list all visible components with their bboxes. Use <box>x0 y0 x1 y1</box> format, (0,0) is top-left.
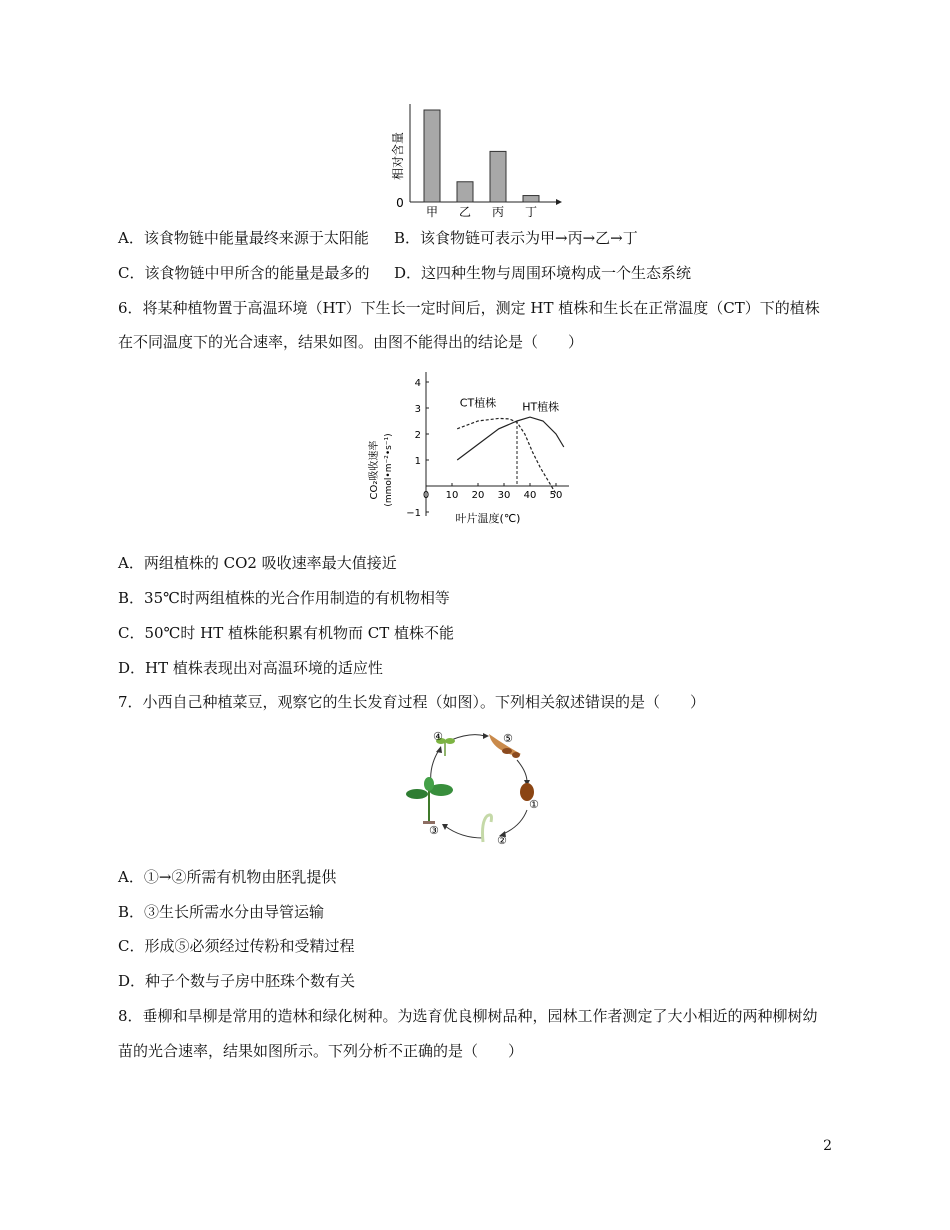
q6-option-b[interactable]: B．35℃时两组植株的光合作用制造的有机物相等 <box>118 589 450 607</box>
line-chart-xlabel: 叶片温度(℃) <box>455 512 521 525</box>
q7-option-b[interactable]: B．③生长所需水分由导管运输 <box>118 903 325 921</box>
cycle-arrow-2-3 <box>445 826 483 838</box>
q5-option-a[interactable]: A．该食物链中能量最终来源于太阳能 <box>118 229 369 247</box>
bar-2 <box>457 182 473 202</box>
bar-chart <box>388 100 578 225</box>
line-chart-ylabel-unit: (mmol•m⁻²•s⁻¹) <box>384 433 394 507</box>
stage-label-3: ③ <box>429 824 439 837</box>
bean-lifecycle-figure <box>403 726 553 848</box>
stage-label-2: ② <box>497 834 507 847</box>
bar-3 <box>490 151 506 202</box>
ht-series-label: HT植株 <box>522 400 560 414</box>
q5-option-c[interactable]: C．该食物链中甲所含的能量是最多的 <box>118 264 370 282</box>
bar-category-label: 甲 <box>425 205 439 219</box>
cycle-arrow-4-5 <box>451 735 485 740</box>
q5-options-row-1 <box>118 228 638 248</box>
q7-option-a[interactable]: A．①→②所需有机物由胚乳提供 <box>118 868 337 886</box>
lc-x-tick-label: 40 <box>523 490 537 501</box>
ct-series-label: CT植株 <box>459 396 497 410</box>
q6-option-c[interactable]: C．50℃时 HT 植株能积累有机物而 CT 植株不能 <box>118 624 454 642</box>
ct-series-line <box>457 418 556 493</box>
q6-option-a[interactable]: A．两组植株的 CO2 吸收速率最大值接近 <box>118 554 397 572</box>
bar-category-label: 乙 <box>458 205 472 219</box>
bar-4 <box>523 196 539 202</box>
lc-x-tick-label: 50 <box>549 490 563 501</box>
lc-y-tick-label: 4 <box>414 378 421 389</box>
q5-options-row-2 <box>118 263 692 283</box>
stage-label-1: ① <box>529 798 539 811</box>
bar-x-arrow <box>556 199 562 205</box>
stage-2-sprout <box>483 815 492 842</box>
bar-category-label: 丙 <box>491 205 505 219</box>
q8-stem-line-1: 8．垂柳和旱柳是常用的造林和绿化树种。为选育优良柳树品种，园林工作者测定了大小相近的两种柳树幼 <box>118 1007 818 1025</box>
lc-x-tick-label: 30 <box>497 490 511 501</box>
line-chart-series <box>457 417 564 494</box>
lc-x-tick-label: 10 <box>445 490 459 501</box>
q8-stem-line-2: 苗的光合速率，结果如图所示。下列分析不正确的是（ ） <box>118 1042 524 1060</box>
lc-y-tick-label: 2 <box>414 430 421 441</box>
bars-group <box>424 110 539 219</box>
bar-chart-figure <box>388 100 578 225</box>
lc-y-tick-label: 3 <box>414 404 421 415</box>
q7-option-c[interactable]: C．形成⑤必须经过传粉和受精过程 <box>118 937 355 955</box>
page-number: 2 <box>823 1138 832 1154</box>
lc-y-tick-label: −1 <box>406 508 421 519</box>
cycle-arrow-5-1 <box>517 760 527 782</box>
stage-label-5: ⑤ <box>503 732 513 745</box>
stage-3-plant <box>406 777 453 824</box>
bar-category-label: 丁 <box>524 205 538 219</box>
bar-origin-label: 0 <box>396 196 404 210</box>
q7-stem: 7．小西自己种植菜豆，观察它的生长发育过程（如图）。下列相关叙述错误的是（ ） <box>118 693 706 711</box>
photosynthesis-line-chart <box>360 372 600 532</box>
q6-option-d[interactable]: D．HT 植株表现出对高温环境的适应性 <box>118 659 383 677</box>
cycle-arrowhead-4-5 <box>483 733 489 739</box>
bean-lifecycle-diagram <box>403 726 553 848</box>
lc-y-tick-label: 1 <box>414 456 421 467</box>
q7-option-d[interactable]: D．种子个数与子房中胚珠个数有关 <box>118 972 356 990</box>
q6-stem-line-2: 在不同温度下的光合速率，结果如图。由图不能得出的结论是（ ） <box>118 333 584 351</box>
lc-x-tick-label: 20 <box>471 490 485 501</box>
cycle-arrow-1-2 <box>503 810 527 834</box>
q6-stem-line-1: 6．将某种植物置于高温环境（HT）下生长一定时间后，测定 HT 植株和生长在正常温度（CT）下的植株 <box>118 299 820 317</box>
q5-option-d[interactable]: D．这四种生物与周围环境构成一个生态系统 <box>394 264 692 282</box>
bar-1 <box>424 110 440 202</box>
ht-series-line <box>457 417 564 460</box>
stage-label-4: ④ <box>433 730 443 743</box>
cycle-arrowhead-3-4 <box>436 746 442 753</box>
line-chart-ylabel: CO₂吸收速率 <box>369 440 380 500</box>
bar-y-label: 相对含量 <box>391 131 405 181</box>
lc-x-tick-label: 0 <box>422 490 430 501</box>
q5-option-b[interactable]: B．该食物链可表示为甲→丙→乙→丁 <box>394 229 638 247</box>
photosynthesis-chart-figure <box>360 372 600 532</box>
